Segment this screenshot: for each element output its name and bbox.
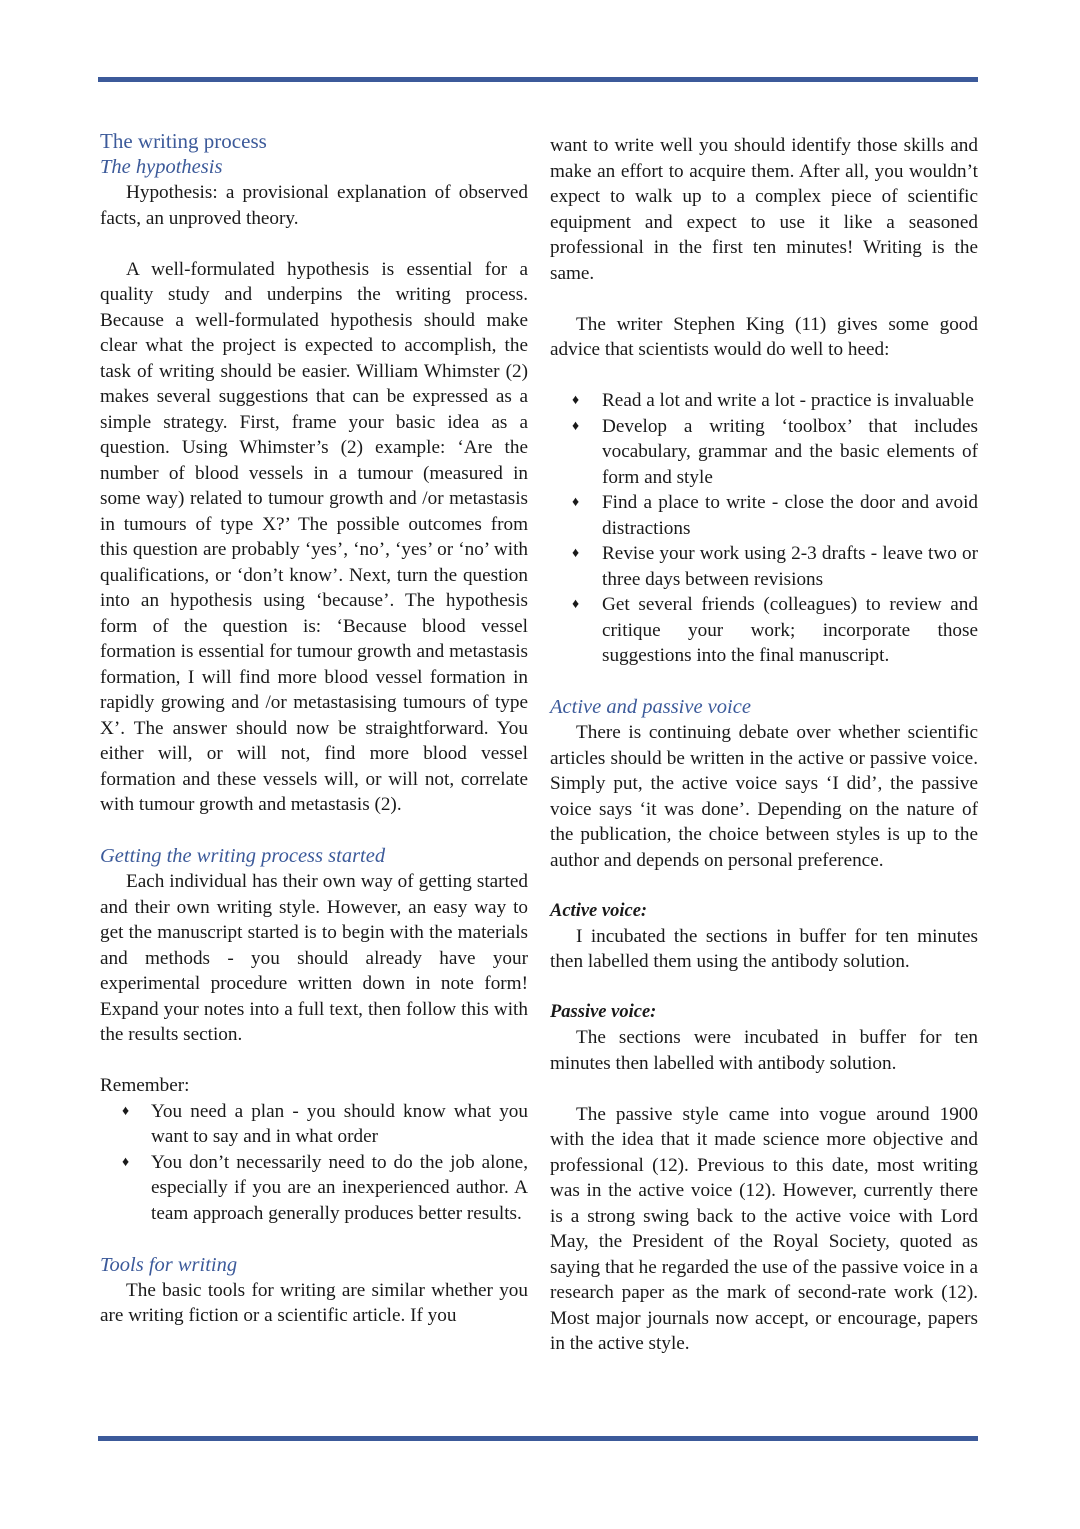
remember-label: Remember: — [100, 1075, 190, 1096]
diamond-bullet-icon: ♦ — [122, 1154, 130, 1170]
king-advice-list — [550, 388, 978, 669]
passive-voice-label: Passive voice: — [550, 1002, 657, 1022]
list-item: ♦ You need a plan - you should know what you want to say and in what order — [122, 1100, 528, 1147]
voice-history-paragraph: The passive style came into vogue around 1900 with the idea that it made science more objective and professional (12). Previous to this date, most writing was in the active voice (12). However, currently there is a strong swing back to the active voice with Lord May, the President of the Royal Society, quoted as saying that he regarded the use of the passive voice in a research paper as the mark of second-rate work (12). Most major journals now accept, or encourage, papers in the active style. — [550, 1103, 978, 1354]
hypothesis-definition: Hypothesis: a provisional explanation of observed facts, an unproved theory. — [100, 182, 528, 229]
tools-heading: Tools for writing — [100, 1253, 238, 1276]
right-column — [550, 133, 978, 1357]
remember-list — [100, 1099, 528, 1227]
passive-voice-example: The sections were incubated in buffer for ten minutes then labelled with antibody solution. — [550, 1027, 978, 1074]
list-item: ♦ Develop a writing ‘toolbox’ that includes vocabulary, grammar and the basic elements of form and style — [572, 415, 978, 488]
diamond-bullet-icon: ♦ — [572, 597, 580, 612]
list-item: ♦ You don’t necessarily need to do the job alone, especially if you are an inexperienced author. A team approach generally produces better results. — [122, 1151, 528, 1224]
left-column — [100, 128, 528, 1329]
diamond-bullet-icon: ♦ — [572, 546, 580, 561]
section-title: The writing process — [100, 129, 267, 153]
diamond-bullet-icon: ♦ — [572, 393, 580, 408]
bottom-rule — [98, 1436, 978, 1441]
diamond-bullet-icon: ♦ — [572, 418, 580, 434]
king-intro: The writer Stephen King (11) gives some good advice that scientists would do well to heed: — [550, 313, 978, 360]
list-item: ♦ Get several friends (colleagues) to review and critique your work; incorporate those suggestions into the final manuscript. — [572, 594, 978, 666]
active-voice-example: I incubated the sections in buffer for ten minutes then labelled them using the antibody solution. — [550, 925, 978, 972]
hypothesis-heading: The hypothesis — [100, 156, 223, 178]
top-rule — [98, 77, 978, 82]
active-voice-label: Active voice: — [550, 900, 648, 921]
diamond-bullet-icon: ♦ — [572, 495, 580, 510]
voice-paragraph: There is continuing debate over whether scientific articles should be written in the active or passive voice. Simply put, the active voice says ‘I did’, the passive voice says ‘it was done’. Depending on the nature of the publication, the choice between styles is up to the author and depends on personal preference. — [550, 722, 978, 871]
getting-started-heading: Getting the writing process started — [100, 845, 386, 867]
list-item: ♦ Read a lot and write a lot - practice is invaluable — [550, 388, 978, 414]
tools-paragraph-continued: want to write well you should identify those skills and make an effort to acquire them. After all, you wouldn’t expect to walk up to a complex piece of scientific equipment and expect to use it like a seasoned professional in the first ten minutes! Writing is the same. — [550, 135, 978, 284]
voice-heading: Active and passive voice — [550, 696, 751, 718]
list-item: ♦ Revise your work using 2-3 drafts - leave two or three days between revisions — [572, 543, 978, 590]
hypothesis-paragraph: A well-formulated hypothesis is essential for a quality study and underpins the writing process. Because a well-formulated hypothesis should make clear what the project is expected to accomplish, the task of writing should be easier. William Whimster (2) makes several suggestions that can be expressed as a simple strategy. First, frame your basic idea as a question. Using Whimster’s (2) example: ‘Are the number of blood vessels in a tumour (measured in some way) related to tumour growth and /or metastasis in tumours of type X?’ The possible outcomes from this question are probably ‘yes’, ‘no’, ‘yes’ or ‘no’ with qualifications, or ‘don’t know’. Next, turn the question into an hypothesis using ‘because’. The hypothesis form of the question is: ‘Because blood vessel formation is essential for tumour growth and metastasis formation, I will find more blood vessel formation in rapidly growing and /or metastasising tumours of type X’. The answer should now be straightforward. You either will, or will not, find more blood vessel formation and these vessels will, or will not, correlate with tumour growth and metastasis (2). — [100, 258, 528, 815]
list-item: ♦ Find a place to write - close the door and avoid distractions — [572, 492, 978, 539]
tools-paragraph: The basic tools for writing are similar whether you are writing fiction or a scientific article. If you — [100, 1279, 528, 1326]
diamond-bullet-icon: ♦ — [122, 1103, 130, 1119]
getting-started-paragraph: Each individual has their own way of getting started and their own writing style. However, an easy way to get the manuscript started is to begin with the materials and methods - you should already have your experimental procedure written down in note form! Expand your notes into a full text, then follow this with the results section. — [100, 871, 528, 1045]
